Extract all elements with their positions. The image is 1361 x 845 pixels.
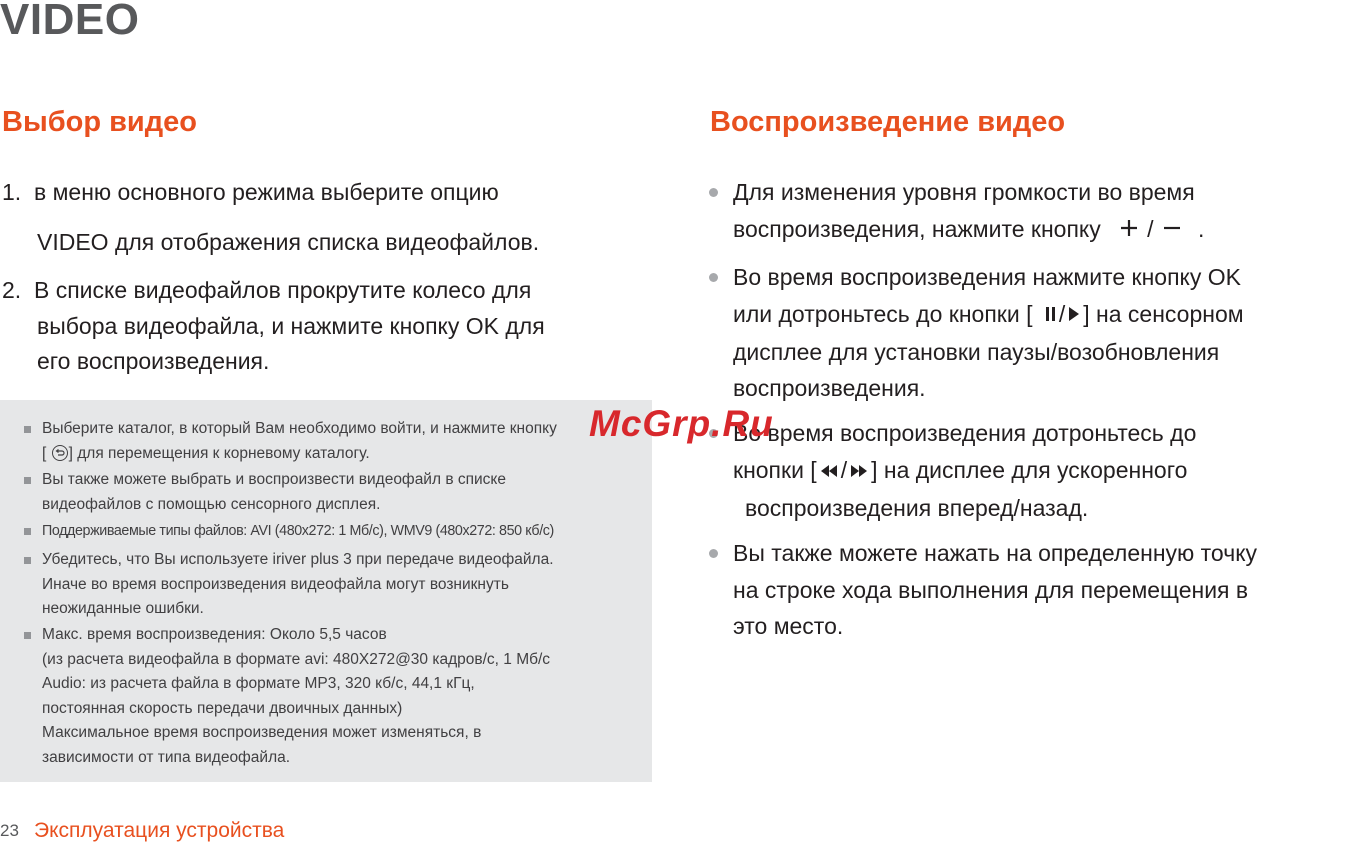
bullet-item-volume (733, 174, 1204, 249)
note-line: Максимальное время воспроизведения может изменяться, в (42, 724, 482, 741)
play-icon (1067, 297, 1081, 334)
step-text: его воспроизведения. (37, 348, 270, 374)
step-1-cont (2, 224, 662, 260)
bullet-line: дисплее для установки паузы/возобновления (733, 338, 1220, 365)
note-line: Макс. время воспроизведения: Около 5,5 часов (42, 626, 387, 643)
bullet-line: это место. (733, 613, 844, 639)
bullet-text: воспроизведения, нажмите кнопку (733, 215, 1101, 242)
bullet-text: . (1197, 215, 1205, 242)
note-text: [ (42, 444, 47, 462)
bullet-dot-icon (709, 273, 718, 282)
notes-box (0, 400, 652, 782)
note-item (42, 548, 554, 622)
step-number: 2. (2, 277, 22, 303)
note-line: зависимости от типа видеофайла. (42, 748, 291, 766)
bullet-line: кнопки [ / ] на дисплее для ускоренного (733, 452, 1196, 490)
step-1 (2, 174, 662, 210)
bullet-item-pause-resume (733, 259, 1244, 407)
note-line: Вы также можете выбрать и воспроизвести видеофайл в списке (42, 471, 506, 488)
bullet-line: или дотроньтесь до кнопки [ / ] на сенсорном (733, 296, 1244, 334)
pause-icon (1045, 297, 1057, 334)
bullet-line: воспроизведения, нажмите кнопку / . (733, 211, 1204, 249)
bullet-text: ] на сенсорном (1083, 300, 1244, 327)
step-text: выбора видеофайла, и нажмите кнопку OK для (37, 313, 545, 339)
bullet-item-seek (733, 415, 1196, 526)
step-text: В списке видеофайлов прокрутите колесо для (34, 277, 532, 303)
step-2 (2, 272, 662, 308)
note-line: неожиданные ошибки. (42, 600, 204, 617)
bullet-dot-icon (709, 549, 718, 558)
note-line: видеофайлов с помощью сенсорного дисплея. (42, 495, 381, 513)
note-line: постоянная скорость передачи двоичных данных) (42, 699, 403, 717)
section-title-video-playback: Воспроизведение видео (710, 106, 1066, 138)
square-bullet-icon (24, 528, 31, 535)
bullet-item-progress-bar (733, 535, 1257, 645)
footer-section-label: Эксплуатация устройства (34, 819, 285, 842)
note-line: Audio: из расчета файла в формате MP3, 320 кб/с, 44,1 кГц, (42, 675, 475, 692)
note-item (42, 468, 506, 517)
note-line: Поддерживаемые типы файлов: AVI (480x272: 1 Мб/с), WMV9 (480x272: 850 кб/с) (42, 523, 554, 539)
bullet-line: Во время воспроизведения нажмите кнопку OK (733, 264, 1241, 290)
plus-icon (1119, 212, 1139, 249)
bullet-text: ] на дисплее для ускоренного (871, 456, 1188, 483)
bullet-line: Во время воспроизведения дотроньтесь до (733, 420, 1197, 446)
rewind-icon (819, 453, 839, 490)
step-number: 1. (2, 179, 22, 205)
section-title-video-selection: Выбор видео (2, 106, 198, 138)
note-line (42, 442, 557, 467)
note-line: Иначе во время воспроизведения видеофайла могут возникнуть (42, 575, 509, 593)
bullet-line: воспроизведения вперед/назад. (745, 494, 1089, 521)
note-line: Убедитесь, что Вы используете iriver plus 3 при передаче видеофайла. (42, 551, 554, 568)
step-2-cont (2, 343, 662, 379)
note-line: Выберите каталог, в который Вам необходимо войти, и нажмите кнопку (42, 420, 557, 437)
page-title: VIDEO (0, 0, 140, 44)
bullet-text: или дотроньтесь до кнопки [ (733, 300, 1033, 327)
return-icon (52, 445, 68, 461)
bullet-dot-icon (709, 188, 718, 197)
watermark: McGrp.Ru (589, 403, 774, 444)
note-line: (из расчета видеофайла в формате avi: 480X272@30 кадров/с, 1 Мб/с (42, 650, 551, 668)
minus-icon (1162, 212, 1182, 249)
square-bullet-icon (24, 477, 31, 484)
note-item (42, 519, 554, 544)
fast-forward-icon (849, 453, 869, 490)
step-2-cont (2, 308, 662, 344)
note-item (42, 417, 557, 466)
square-bullet-icon (24, 426, 31, 433)
square-bullet-icon (24, 557, 31, 564)
note-text: ] для перемещения к корневому каталогу. (68, 444, 370, 462)
page-number: 23 (0, 821, 19, 840)
bullet-line: воспроизведения. (733, 375, 926, 402)
note-item (42, 623, 550, 770)
bullet-line: Для изменения уровня громкости во время (733, 179, 1195, 205)
square-bullet-icon (24, 632, 31, 639)
bullet-text: кнопки [ (733, 456, 817, 483)
bullet-line: на строке хода выполнения для перемещения в (733, 576, 1249, 603)
bullet-line: Вы также можете нажать на определенную точку (733, 540, 1258, 566)
step-text: в меню основного режима выберите опцию (34, 179, 499, 205)
step-text: VIDEO для отображения списка видеофайлов. (37, 229, 540, 255)
